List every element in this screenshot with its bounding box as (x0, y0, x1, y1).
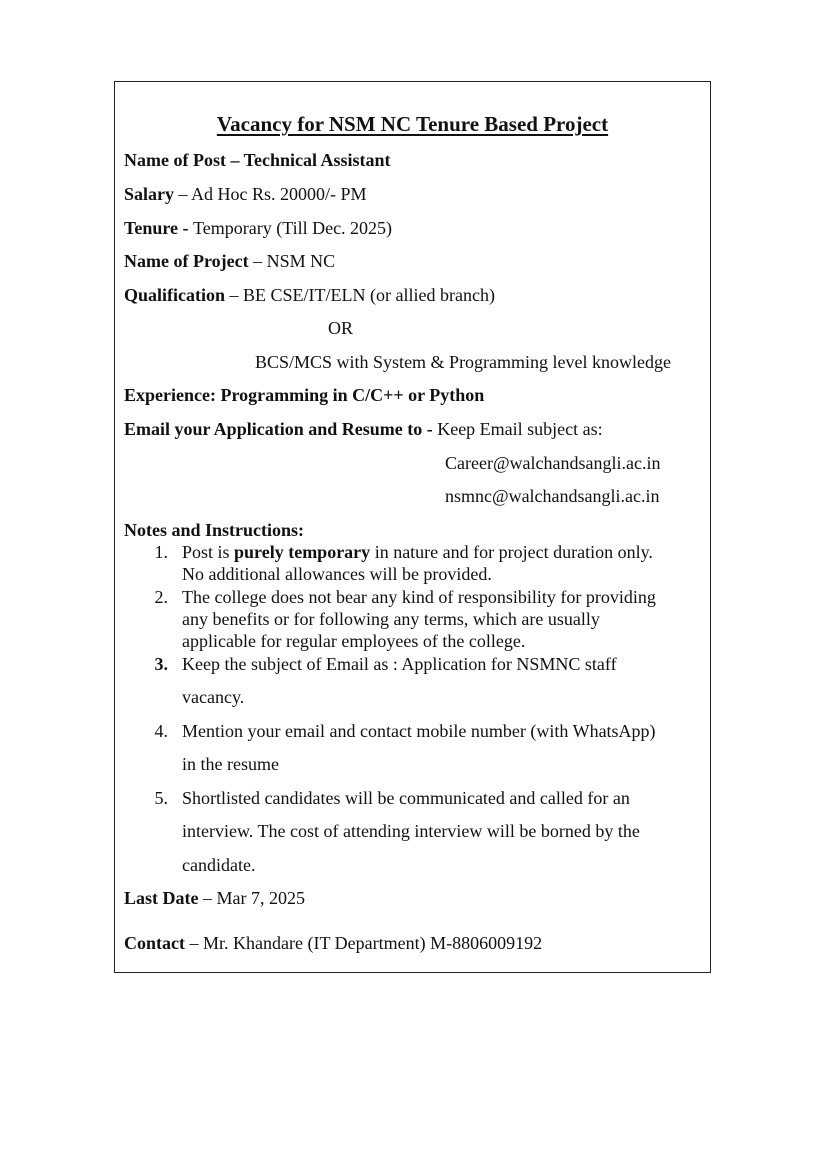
salary-label: Salary (124, 184, 175, 204)
contact-line (124, 932, 542, 954)
note-item-5-line-1: Shortlisted candidates will be communicated and called for an (182, 788, 630, 808)
note-item-3-line-2: vacancy. (182, 687, 245, 707)
tenure-label: Tenure - (124, 218, 194, 238)
project-value: – NSM NC (248, 251, 336, 271)
post-name (124, 149, 391, 171)
note-item-5-line-3: candidate. (182, 855, 256, 875)
qualification-line (124, 284, 495, 306)
email-label: Email your Application and Resume to - (124, 419, 438, 439)
note-item-2-line-2: any benefits or for following any terms, which are usually (182, 609, 600, 629)
note-number: 5. (154, 788, 168, 808)
note-item-1-line-2: No additional allowances will be provided. (182, 564, 492, 584)
note-item-1-line-1 (182, 541, 653, 564)
project-label: Name of Project (124, 251, 249, 271)
note-number: 3. (154, 654, 168, 674)
notes-heading (124, 519, 304, 541)
notes-heading-label: Notes and Instructions: (124, 520, 305, 540)
note-number: 1. (154, 542, 168, 562)
note-item-2-line-3: applicable for regular employees of the college. (182, 631, 526, 651)
note-text: in nature and for project duration only. (370, 542, 653, 562)
notice-title: Vacancy for NSM NC Tenure Based Project (216, 112, 609, 136)
last-date-value: – Mar 7, 2025 (198, 888, 305, 908)
note-number: 4. (154, 721, 168, 741)
note-item-3-line-1: Keep the subject of Email as : Application for NSMNC staff (182, 654, 617, 674)
experience-label: Experience: Programming in C/C++ or Python (124, 385, 485, 405)
vacancy-notice-box (114, 81, 711, 973)
experience-line (124, 384, 484, 406)
note-number: 2. (154, 587, 168, 607)
qualification-or: OR (328, 318, 354, 338)
post-name-label: Name of Post – Technical Assistant (124, 150, 391, 170)
qualification-alt: BCS/MCS with System & Programming level knowledge (255, 352, 672, 372)
last-date-label: Last Date (124, 888, 199, 908)
qualification-label: Qualification (124, 285, 226, 305)
email-address-career[interactable]: Career@walchandsangli.ac.in (445, 453, 661, 473)
last-date-line (124, 887, 305, 909)
note-text: Post is (182, 542, 235, 562)
salary-value: – Ad Hoc Rs. 20000/- PM (174, 184, 367, 204)
email-address-nsmnc[interactable]: nsmnc@walchandsangli.ac.in (445, 486, 660, 506)
email-line (124, 418, 603, 440)
note-item-2-line-1: The college does not bear any kind of responsibility for providing (182, 587, 656, 607)
contact-label: Contact (124, 933, 185, 953)
project-line (124, 250, 335, 272)
contact-value: – Mr. Khandare (IT Department) M-8806009192 (185, 933, 543, 953)
tenure-value: Temporary (Till Dec. 2025) (193, 218, 393, 238)
note-item-4-line-2: in the resume (182, 754, 279, 774)
tenure-line (124, 217, 392, 239)
note-emphasis: purely temporary (234, 542, 371, 562)
email-subject-note: Keep Email subject as: (437, 419, 603, 439)
note-item-5-line-2: interview. The cost of attending interview will be borned by the (182, 821, 640, 841)
note-item-4-line-1: Mention your email and contact mobile number (with WhatsApp) (182, 721, 656, 741)
qualification-value: – BE CSE/IT/ELN (or allied branch) (225, 285, 495, 305)
salary-line (124, 183, 367, 205)
